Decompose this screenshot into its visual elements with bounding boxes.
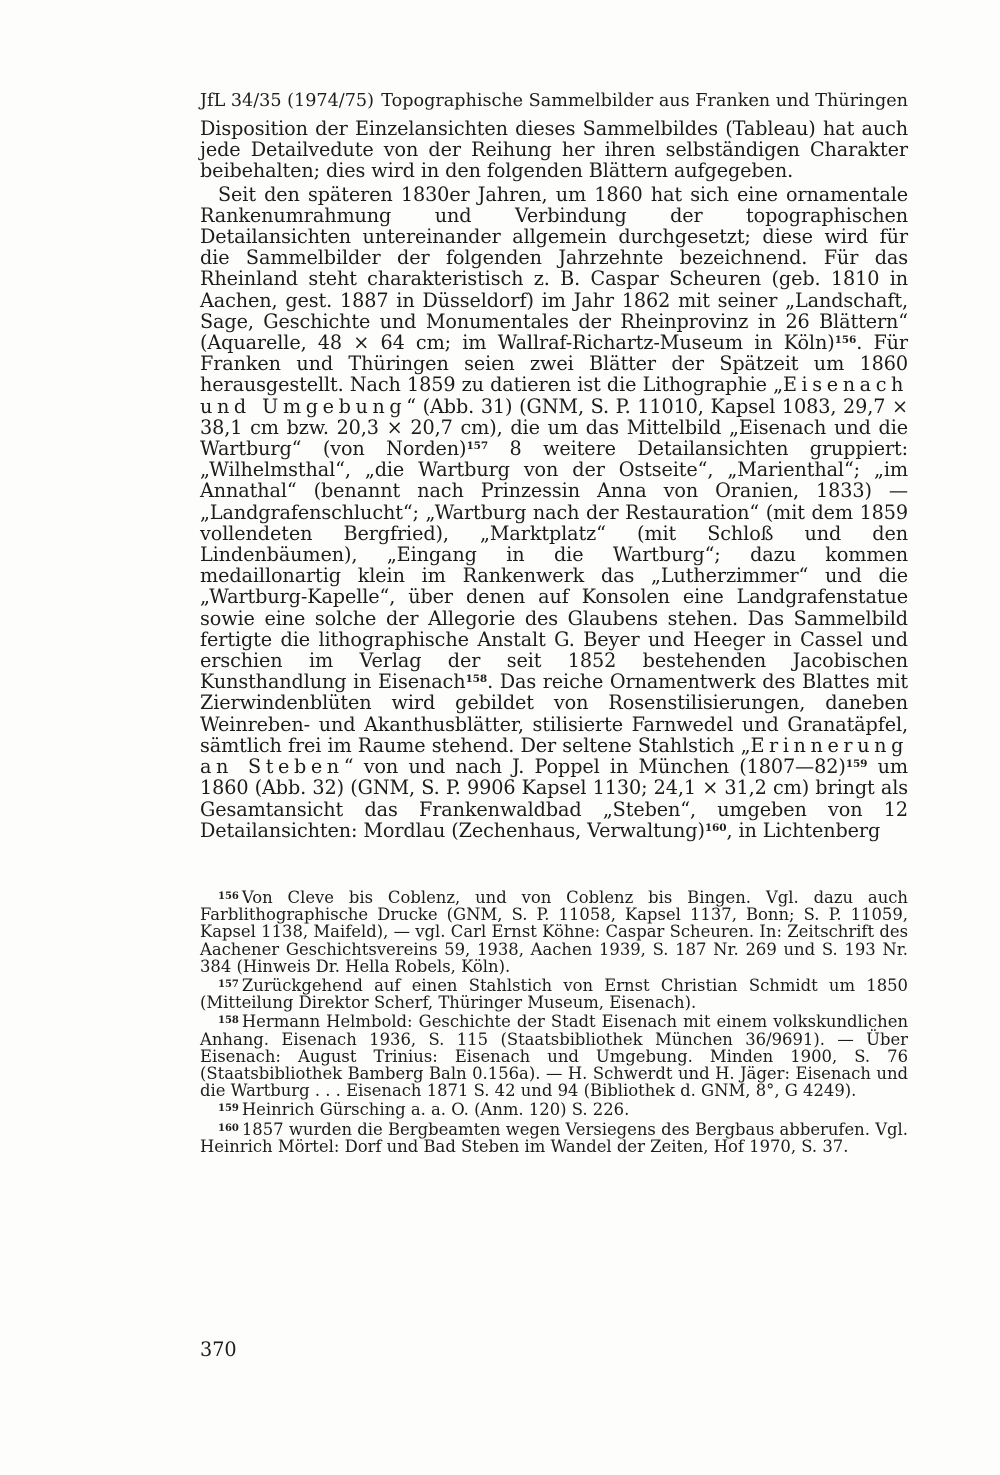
footnote-ref-158[interactable]: 158 bbox=[465, 673, 488, 686]
footnote: $^{156}$ Von Cleve bis Coblenz, und von Coblenz bis Bingen. Vgl. dazu auch Farblithographische Drucke (GNM, S. P. 11058, Kapsel 1137, Bonn; S. P. 11059, Kapsel 1138, Maifeld), — vgl. Carl Ernst Köhne: Caspar Scheuren. In: Zeitschrift des Aachener Geschichtsvereins 59, 1938, Aachen 1939, S. 187 Nr. 269 und S. 193 Nr. 384 (Hinweis Dr. Hella Robels, Köln). bbox=[200, 887, 908, 976]
body-text bbox=[200, 118, 908, 841]
footnote-ref-157[interactable]: 157 bbox=[466, 440, 489, 453]
footnote-ref-160[interactable]: 160 bbox=[704, 821, 727, 834]
running-head bbox=[200, 88, 908, 114]
footnote: $^{157}$ Zurückgehend auf einen Stahlstich von Ernst Christian Schmidt um 1850 (Mitteilung Direktor Scherf, Thüringer Museum, Eisenach). bbox=[200, 975, 908, 1013]
paragraph-2: Seit den späteren 1830er Jahren, um 1860 hat sich eine ornamentale Rankenumrahmung und Verbindung der topographischen Detailansichten untereinander allgemein durchgesetzt; diese wird für die Sammelbilder der folgenden Jahrzehnte bezeichnend. Für das Rheinland steht charakteristisch z. B. Caspar Scheuren (geb. 1810 in Aachen, gest. 1887 in Düsseldorf) im Jahr 1862 mit seiner „Landschaft, Sage, Geschichte und Monumentales der Rheinprovinz in 26 Blättern“ (Aquarelle, 48 × 64 cm; im Wallraf-Richartz-Museum in Köln)$^{156}$. Für Franken und Thüringen seien zwei Blätter der Spätzeit um 1860 herausgestellt. Nach 1859 zu datieren ist die Lithographie „Eisenach und Umgebung“ (Abb. 31) (GNM, S. P. 11010, Kapsel 1083, 29,7 × 38,1 cm bzw. 20,3 × 20,7 cm), die um das Mittelbild „Eisenach und die Wartburg“ (von Norden)$^{157}$ 8 weitere Detailansichten gruppiert: „Wilhelmsthal“, „die Wartburg von der Ostseite“, „Marienthal“; „im Annathal“ (benannt nach Prinzessin Anna von Oranien, 1833) — „Landgrafenschlucht“; „Wartburg nach der Restauration“ (mit dem 1859 vollendeten Bergfried), „Marktplatz“ (mit Schloß und den Lindenbäumen), „Eingang in die Wartburg“; dazu kommen medaillonartig klein im Rankenwerk das „Lutherzimmer“ und die „Wartburg-Kapelle“, über denen auf Konsolen eine Landgrafenstatue sowie eine solche der Allegorie des Glaubens stehen. Das Sammelbild fertigte die lithographische Anstalt G. Beyer und Heeger in Cassel und erschien im Verlag der seit 1852 bestehenden Jacobischen Kunsthandlung in Eisenach$^{158}$. Das reiche Ornamentwerk des Blattes mit Zierwindenblüten wird gebildet von Rosenstilisierungen, daneben Weinreben- und Akanthusblätter, stilisierte Farnwedel und Granatäpfel, sämtlich frei im Raume stehend. Der seltene Stahlstich „Erinnerung an Steben“ von und nach J. Poppel in München (1807—82)$^{159}$ um 1860 (Abb. 32) (GNM, S. P. 9906 Kapsel 1130; 24,1 × 31,2 cm) bringt als Gesamtansicht das Frankenwaldbad „Steben“, umgeben von 12 Detailansichten: Mordlau (Zechenhaus, Verwaltung)$^{160}$, in Lichtenberg bbox=[200, 182, 908, 842]
page bbox=[200, 88, 908, 1157]
journal-reference: JfL 34/35 (1974/75) bbox=[200, 91, 374, 111]
artwork-title-steben: Erinnerung an Steben bbox=[200, 733, 908, 779]
footnotes bbox=[200, 889, 908, 1155]
footnote: $^{160}$ 1857 wurden die Bergbeamten wegen Versiegens des Bergbaus abberufen. Vgl. Heinrich Mörtel: Dorf und Bad Steben im Wandel der Zeiten, Hof 1970, S. 37. bbox=[200, 1119, 908, 1156]
page-number: 370 bbox=[200, 1338, 237, 1361]
footnote-ref-159[interactable]: 159 bbox=[845, 758, 868, 771]
artwork-title-eisenach: Eisenach und Umgebung bbox=[200, 373, 908, 418]
footnote: $^{158}$ Hermann Helmbold: Geschichte der Stadt Eisenach mit einem volkskundlichen Anhang. Eisenach 1936, S. 115 (Staatsbibliothek München 36/9691). — Über Eisenach: August Trinius: Eisenach und Umgebung. Minden 1900, S. 76 (Staatsbibliothek Bamberg Baln 0.156a). — H. Schwerdt und H. Jäger: Eisenach und die Wartburg . . . Eisenach 1871 S. 42 und 94 (Bibliothek d. GNM, 8°, G 4249). bbox=[200, 1012, 908, 1101]
footnote-ref-156[interactable]: 156 bbox=[834, 334, 857, 347]
paragraph-1: Disposition der Einzelansichten dieses Sammelbildes (Tableau) hat auch jede Detailvedute von der Reihung her ihren selbständigen Charakter beibehalten; dies wird in den folgenden Blättern aufgegeben. bbox=[200, 117, 908, 183]
footnote: $^{159}$ Heinrich Gürsching a. a. O. (Anm. 120) S. 226. bbox=[218, 1100, 630, 1120]
running-title: Topographische Sammelbilder aus Franken und Thüringen bbox=[381, 91, 908, 111]
